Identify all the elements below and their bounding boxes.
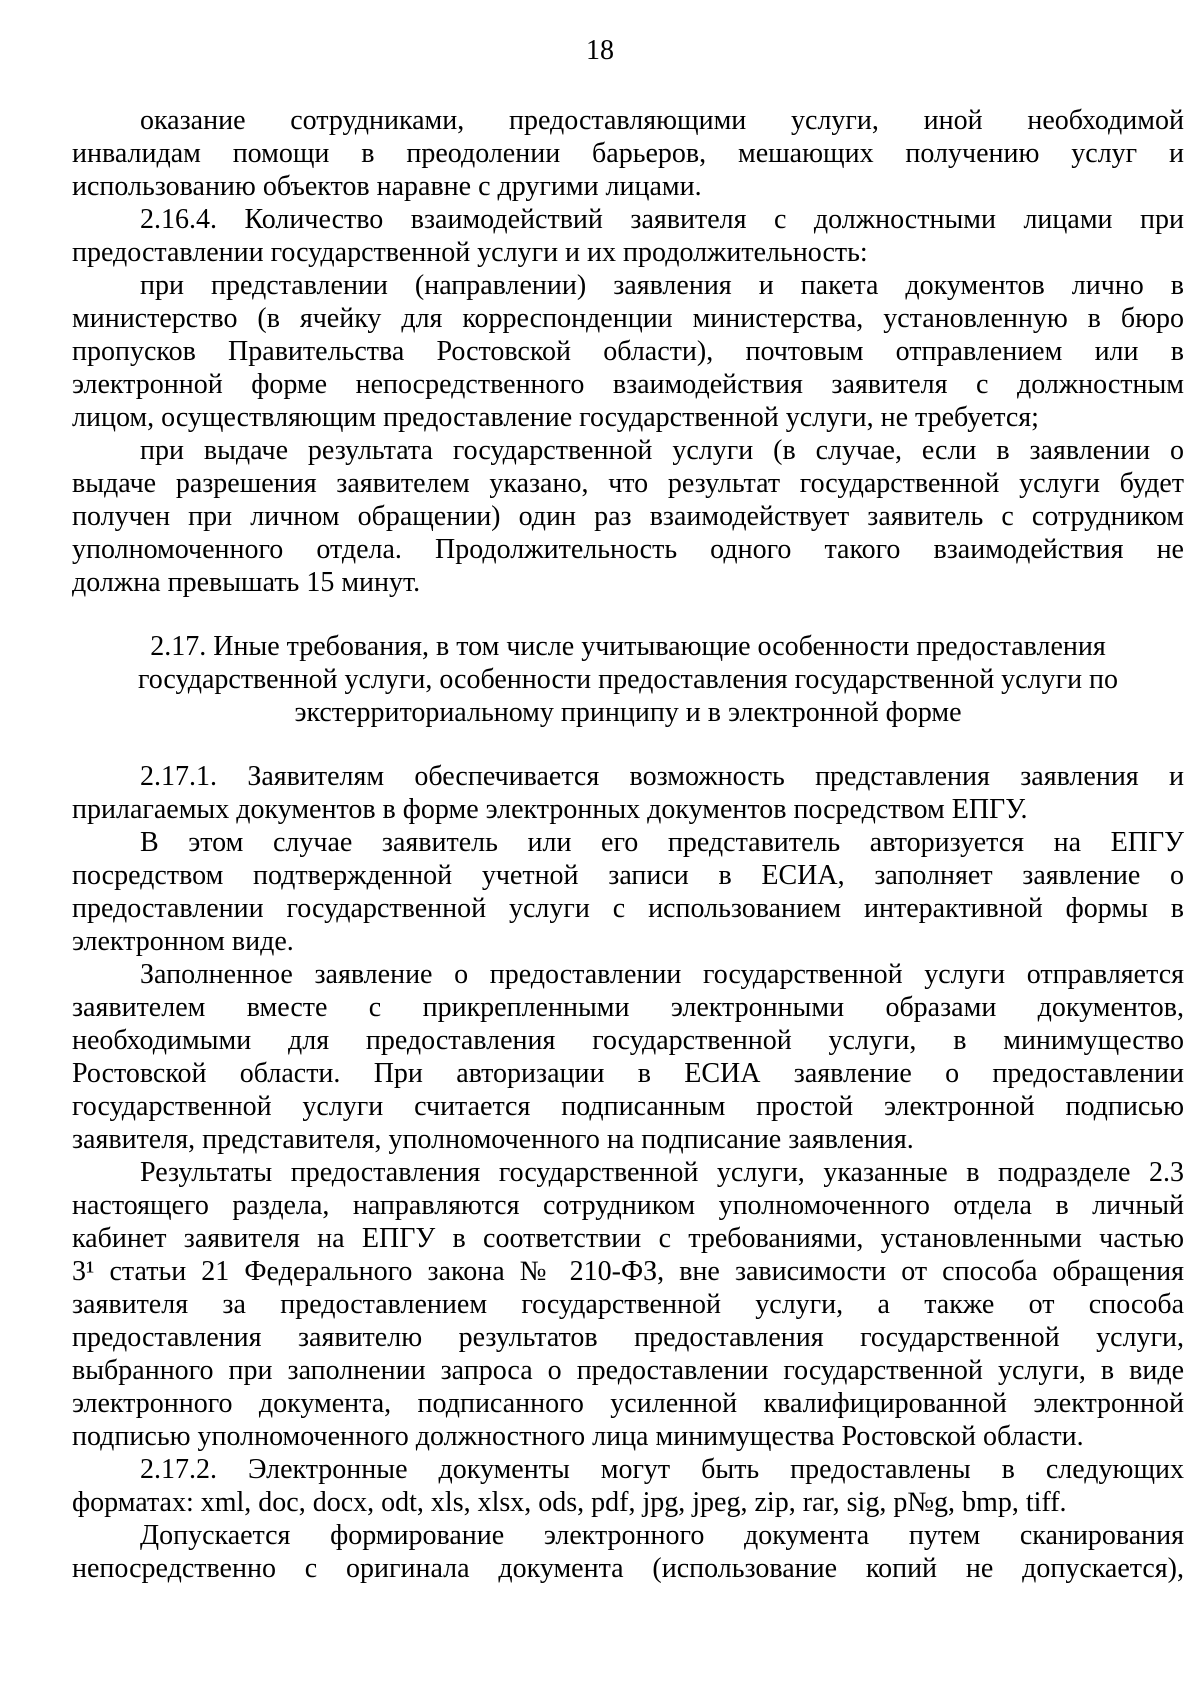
text-line: электронной форме непосредственного взаимодействия заявителя с должностным xyxy=(72,369,1184,400)
text-line: уполномоченного отдела. Продолжительность одного такого взаимодействия не xyxy=(72,534,1184,565)
paragraph xyxy=(72,203,1184,269)
paragraph xyxy=(72,104,1184,203)
text-line: заявителя, представителя, уполномоченного на подписание заявления. xyxy=(72,1124,914,1155)
text-line: заявителем вместе с прикрепленными электронными образами документов, xyxy=(72,992,1184,1023)
paragraph xyxy=(72,1156,1184,1453)
text-line: Ростовской области. При авторизации в ЕСИА заявление о предоставлении xyxy=(72,1058,1184,1089)
document-body xyxy=(72,104,1184,1585)
paragraph xyxy=(72,760,1184,826)
text-line: государственной услуги считается подписанным простой электронной подписью xyxy=(72,1091,1184,1122)
text-line: инвалидам помощи в преодолении барьеров, мешающих получению услуг и xyxy=(72,138,1184,169)
text-line: предоставлении государственной услуги и их продолжительность: xyxy=(72,237,868,268)
text-line: 3¹ статьи 21 Федерального закона № 210-ФЗ, вне зависимости от способа обращения xyxy=(72,1256,1184,1287)
text-line: заявителя за предоставлением государственной услуги, а также от способа xyxy=(72,1289,1184,1320)
text-line: лицом, осуществляющим предоставление государственной услуги, не требуется; xyxy=(72,402,1039,433)
text-line: 2.16.4. Количество взаимодействий заявителя с должностными лицами при xyxy=(140,204,1184,235)
text-line: 2.17.2. Электронные документы могут быть предоставлены в следующих xyxy=(140,1454,1184,1485)
text-line: выбранного при заполнении запроса о предоставлении государственной услуги, в виде xyxy=(72,1355,1184,1386)
section-heading xyxy=(72,630,1184,729)
text-line: посредством подтвержденной учетной записи в ЕСИА, заполняет заявление о xyxy=(72,860,1184,891)
text-line: министерство (в ячейку для корреспонденции министерства, установленную в бюро xyxy=(72,303,1184,334)
text-line: предоставления заявителю результатов предоставления государственной услуги, xyxy=(72,1322,1184,1353)
text-line: Результаты предоставления государственной услуги, указанные в подразделе 2.3 xyxy=(140,1157,1184,1188)
text-line: электронном виде. xyxy=(72,926,294,957)
text-line: пропусков Правительства Ростовской области), почтовым отправлением или в xyxy=(72,336,1184,367)
paragraph xyxy=(72,958,1184,1156)
text-line: прилагаемых документов в форме электронных документов посредством ЕПГУ. xyxy=(72,794,1028,825)
text-line: В этом случае заявитель или его представитель авторизуется на ЕПГУ xyxy=(140,827,1184,858)
text-line: кабинет заявителя на ЕПГУ в соответствии с требованиями, установленными частью xyxy=(72,1223,1184,1254)
text-line: непосредственно с оригинала документа (использование копий не допускается), xyxy=(72,1553,1184,1584)
text-line: получен при личном обращении) один раз взаимодействует заявитель с сотрудником xyxy=(72,501,1184,532)
text-line: подписью уполномоченного должностного лица минимущества Ростовской области. xyxy=(72,1421,1084,1452)
text-line: необходимыми для предоставления государственной услуги, в минимущество xyxy=(72,1025,1184,1056)
paragraph xyxy=(72,826,1184,958)
text-line: при представлении (направлении) заявления и пакета документов лично в xyxy=(140,270,1184,301)
text-line: оказание сотрудниками, предоставляющими услуги, иной необходимой xyxy=(140,105,1184,136)
text-line: Допускается формирование электронного документа путем сканирования xyxy=(140,1520,1184,1551)
page-number: 18 xyxy=(586,35,614,66)
text-line: 2.17. Иные требования, в том числе учитывающие особенности предоставления xyxy=(150,631,1106,662)
text-line: должна превышать 15 минут. xyxy=(72,567,421,598)
text-line: выдаче разрешения заявителем указано, что результат государственной услуги будет xyxy=(72,468,1184,499)
text-line: форматах: xml, doc, docx, odt, xls, xlsx, ods, pdf, jpg, jpeg, zip, rar, sig, p№g, bmp, tiff. xyxy=(72,1487,1067,1518)
text-line: предоставлении государственной услуги с использованием интерактивной формы в xyxy=(72,893,1184,924)
text-line: использованию объектов наравне с другими лицами. xyxy=(72,171,702,202)
text-line: настоящего раздела, направляются сотрудником уполномоченного отдела в личный xyxy=(72,1190,1184,1221)
paragraph xyxy=(72,1453,1184,1519)
text-line: экстерриториальному принципу и в электронной форме xyxy=(294,697,962,728)
text-line: государственной услуги, особенности предоставления государственной услуги по xyxy=(137,664,1119,695)
paragraph xyxy=(72,1519,1184,1585)
text-line: Заполненное заявление о предоставлении государственной услуги отправляется xyxy=(140,959,1184,990)
text-line: электронного документа, подписанного усиленной квалифицированной электронной xyxy=(72,1388,1184,1419)
paragraph xyxy=(72,434,1184,599)
paragraph xyxy=(72,269,1184,434)
text-line: 2.17.1. Заявителям обеспечивается возможность представления заявления и xyxy=(140,761,1184,792)
text-line: при выдаче результата государственной услуги (в случае, если в заявлении о xyxy=(140,435,1184,466)
